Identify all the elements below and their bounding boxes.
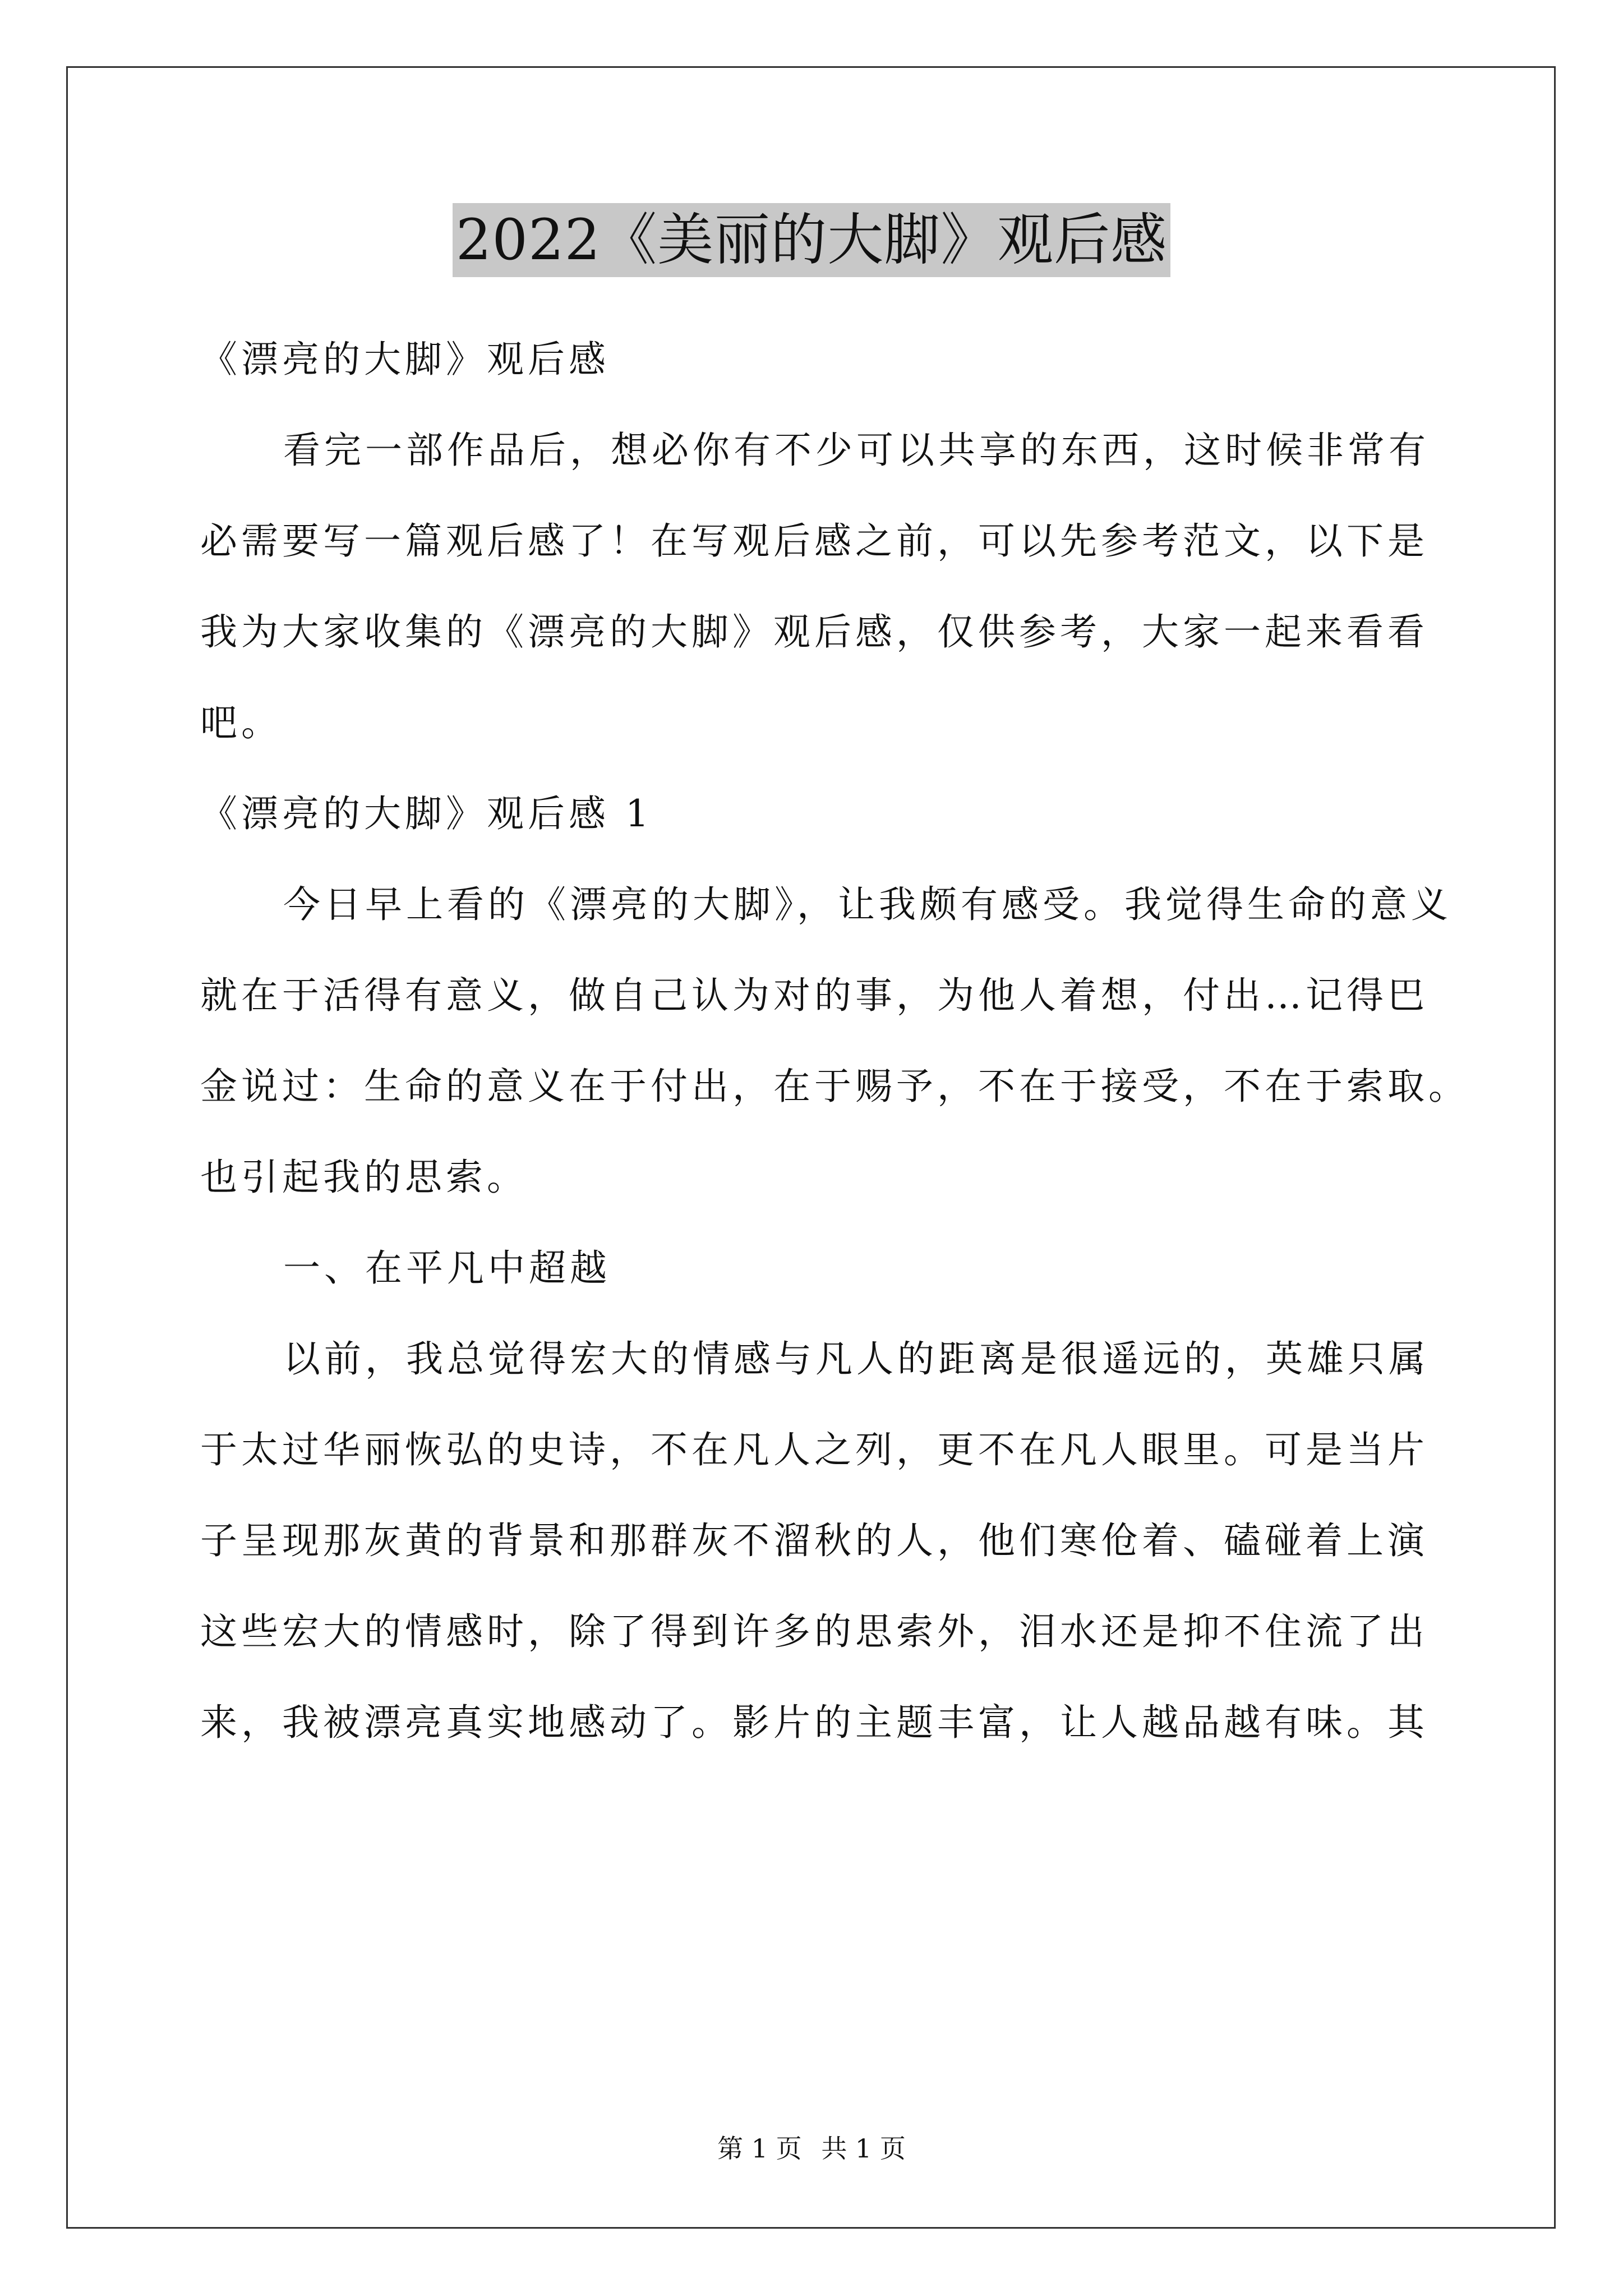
page-number: 第 1 页 (717, 2133, 802, 2164)
paragraph-line: 这些宏大的情感时，除了得到许多的思索外，泪水还是抑不住流了出 (200, 1610, 1428, 1653)
page-footer (0, 2132, 1623, 2165)
paragraph-line: 看完一部作品后，想必你有不少可以共享的东西，这时候非常有 (283, 429, 1430, 472)
paragraph-line: 于太过华丽恢弘的史诗，不在凡人之列，更不在凡人眼里。可是当片 (200, 1428, 1428, 1471)
paragraph-line: 必需要写一篇观后感了！在写观后感之前，可以先参考范文，以下是 (200, 519, 1428, 563)
document-body (200, 314, 1473, 1768)
paragraph-line: 我为大家收集的《漂亮的大脚》观后感，仅供参考，大家一起来看看 (200, 610, 1428, 654)
paragraph-line: 金说过：生命的意义在于付出，在于赐予，不在于接受，不在于索取。 (200, 1065, 1469, 1108)
paragraph-line: 今日早上看的《漂亮的大脚》，让我颇有感受。我觉得生命的意义 (283, 883, 1452, 926)
paragraph-line: 《漂亮的大脚》观后感 (200, 338, 610, 381)
page-total: 共 1 页 (821, 2133, 906, 2164)
paragraph-line: 也引起我的思索。 (200, 1156, 528, 1199)
paragraph-line: 吧。 (200, 701, 282, 744)
paragraph-line: 以前，我总觉得宏大的情感与凡人的距离是很遥远的，英雄只属 (283, 1337, 1430, 1381)
title-container (0, 203, 1623, 277)
paragraph-line: 子呈现那灰黄的背景和那群灰不溜秋的人，他们寒伧着、磕碰着上演 (200, 1519, 1428, 1562)
section-heading: 《漂亮的大脚》观后感 1 (200, 792, 653, 835)
subsection-heading: 一、在平凡中超越 (283, 1246, 611, 1290)
paragraph-line: 就在于活得有意义，做自己认为对的事，为他人着想，付出…记得巴 (200, 974, 1428, 1017)
paragraph-line: 来，我被漂亮真实地感动了。影片的主题丰富，让人越品越有味。其 (200, 1701, 1428, 1744)
document-title: 2022《美丽的大脚》观后感 (453, 203, 1171, 277)
